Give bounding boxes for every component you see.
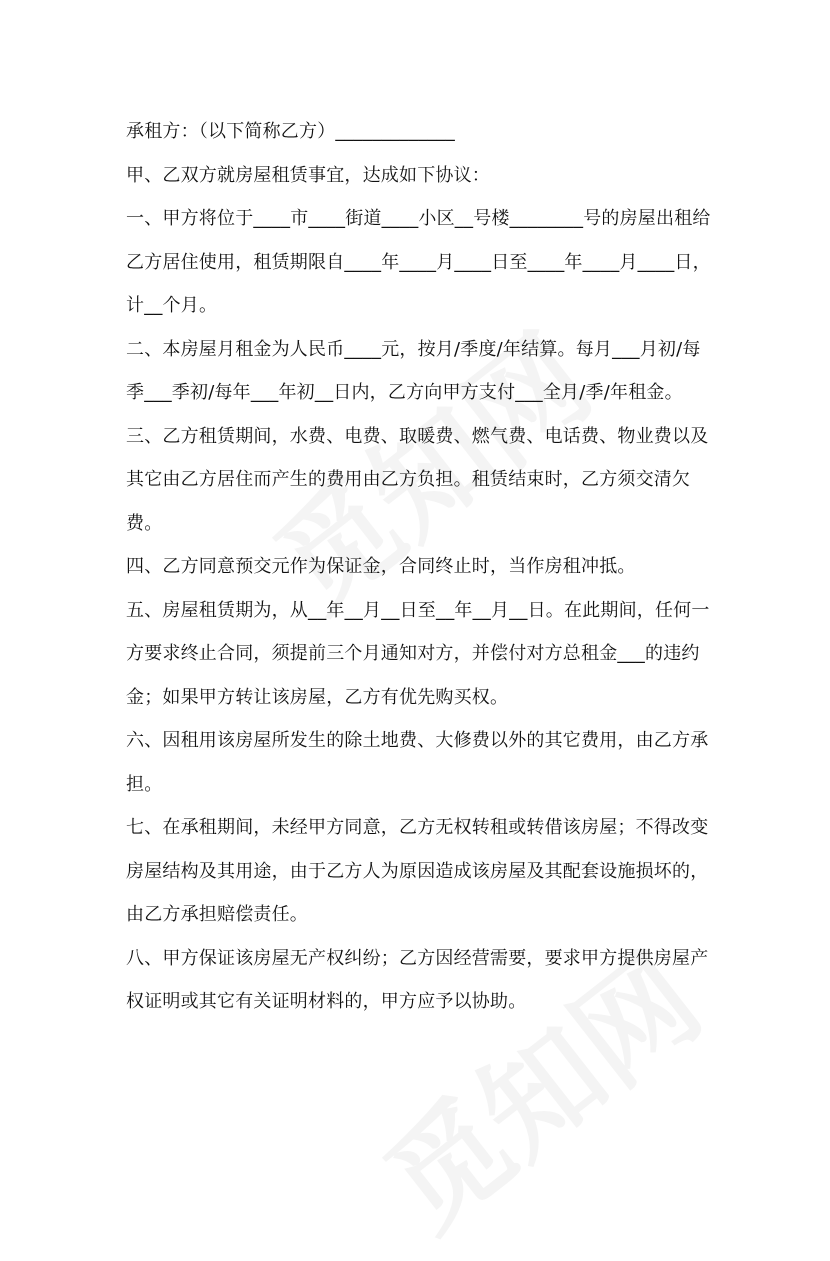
- clause-8: 八、甲方保证该房屋无产权纠纷；乙方因经营需要，要求甲方提供房屋产权证明或其它有关证明材料的，甲方应予以协助。: [126, 947, 709, 1012]
- clause-4: 四、乙方同意预交元作为保证金，合同终止时，当作房租冲抵。: [126, 556, 636, 577]
- clause-6: 六、因租用该房屋所发生的除土地费、大修费以外的其它费用，由乙方承担。: [126, 730, 709, 795]
- agreement-intro: 甲、乙双方就房屋租赁事宜，达成如下协议：: [126, 164, 490, 186]
- lessee-line: 承租方：（以下简称乙方）_____________: [126, 121, 455, 142]
- clause-3: 三、乙方租赁期间，水费、电费、取暖费、燃气费、电话费、物业费以及其它由乙方居住而产生的费用由乙方负担。租赁结束时，乙方须交清欠费。: [126, 425, 709, 534]
- document-body: [126, 110, 711, 1024]
- clause-5: 五、房屋租赁期为，从__年__月__日至__年__月__日。在此期间，任何一方要求终止合同，须提前三个月通知对方，并偿付对方总租金___的违约金；如果甲方转让该房屋，乙方有优先购买权。: [126, 599, 710, 708]
- clause-7: 七、在承租期间，未经甲方同意，乙方无权转租或转借该房屋；不得改变房屋结构及其用途，由于乙方人为原因造成该房屋及其配套设施损坏的，由乙方承担赔偿责任。: [126, 817, 709, 925]
- clause-1: 一、甲方将位于____市____街道____小区__号楼________号的房屋出租给乙方居住使用，租赁期限自____年____月____日至____年____月____日，计__个月。: [126, 208, 711, 316]
- clause-2: 二、本房屋月租金为人民币____元，按月/季度/年结算。每月___月初/每季___季初/每年___年初__日内，乙方向甲方支付___全月/季/年租金。: [126, 338, 701, 403]
